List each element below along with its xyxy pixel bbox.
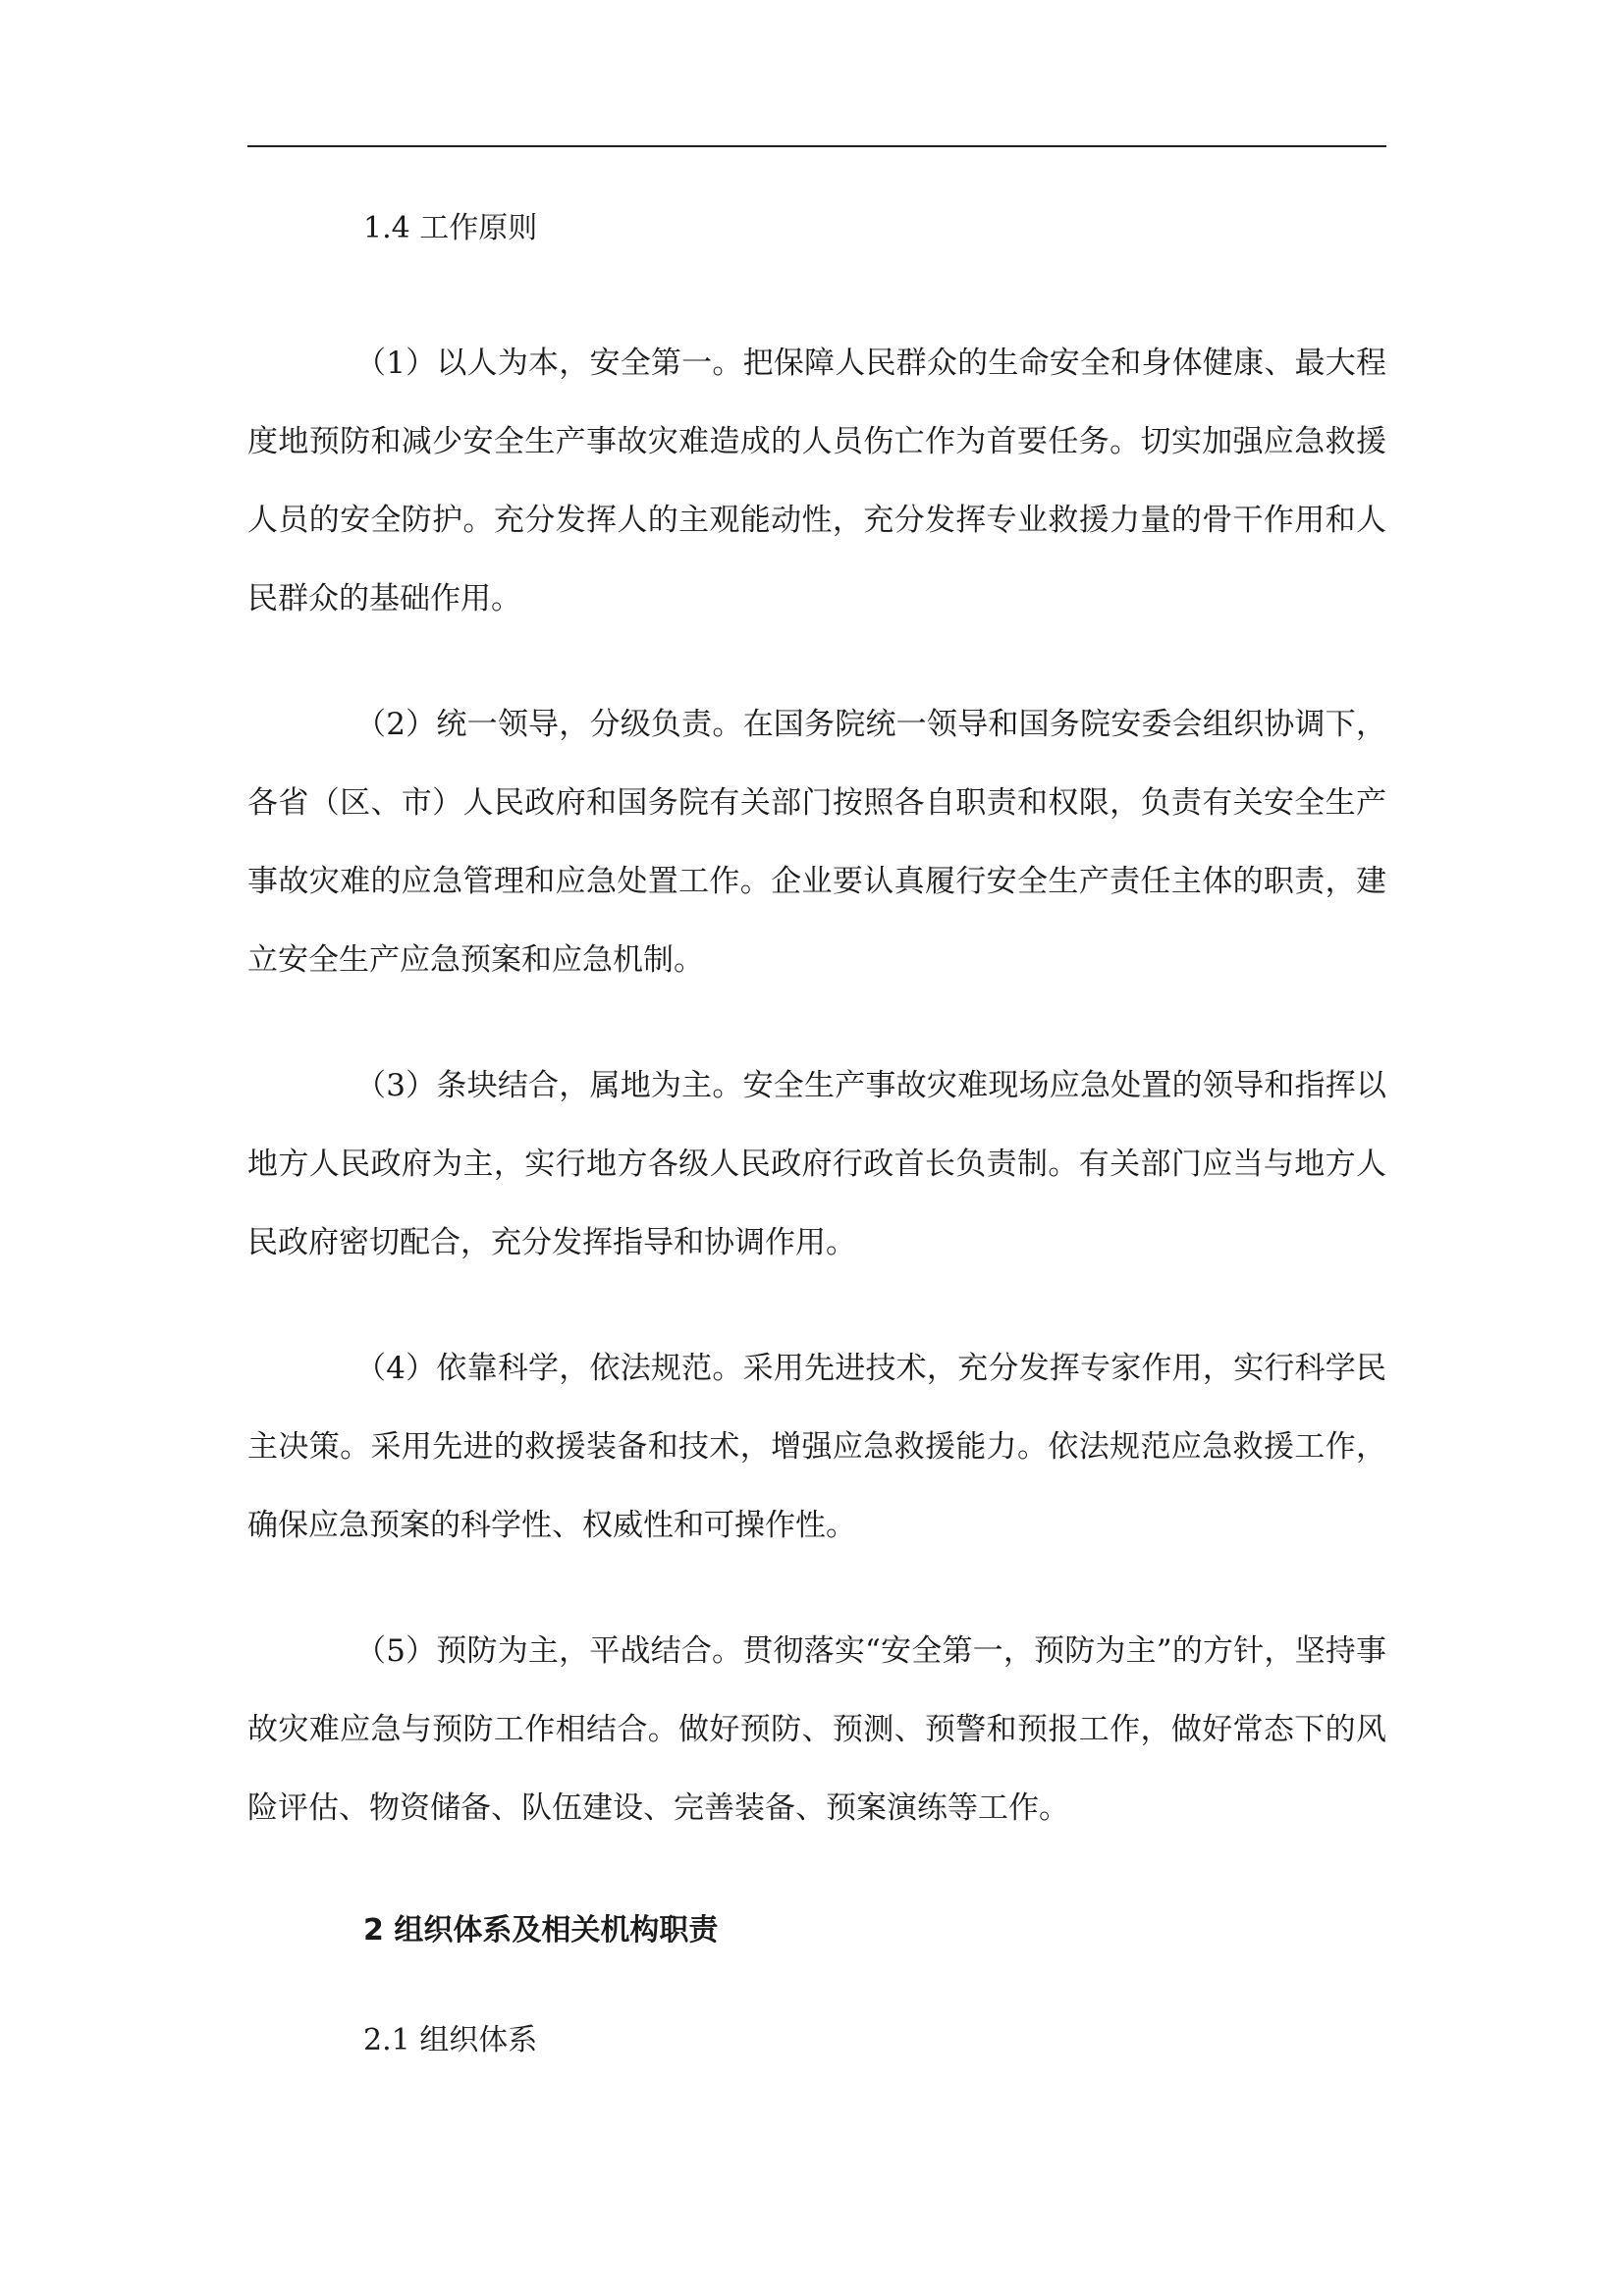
principle-paragraph-4: （4）依靠科学，依法规范。采用先进技术，充分发挥专家作用，实行科学民主决策。采用先进的救援装备和技术，增强应急救援能力。依法规范应急救援工作，确保应急预案的科学性、权威性和可操作性。 (247, 1351, 1386, 1543)
header-rule (247, 145, 1386, 147)
principle-paragraph-1: （1）以人为本，安全第一。把保障人民群众的生命安全和身体健康、最大程度地预防和减少安全生产事故灾难造成的人员伤亡作为首要任务。切实加强应急救援人员的安全防护。充分发挥人的主观能动性，充分发挥专业救援力量的骨干作用和人民群众的基础作用。 (247, 346, 1386, 616)
principle-paragraph-2: （2）统一领导，分级负责。在国务院统一领导和国务院安委会组织协调下，各省（区、市）人民政府和国务院有关部门按照各自职责和权限，负责有关安全生产事故灾难的应急管理和应急处置工作。企业要认真履行安全生产责任主体的职责，建立安全生产应急预案和应急机制。 (247, 707, 1386, 978)
section-1-4-heading: 1.4 工作原则 (363, 211, 538, 245)
document-body (247, 196, 1386, 2061)
principle-paragraph-5: （5）预防为主，平战结合。贯彻落实“安全第一，预防为主”的方针，坚持事故灾难应急与预防工作相结合。做好预防、预测、预警和预报工作，做好常态下的风险评估、物资储备、队伍建设、完善装备、预案演练等工作。 (247, 1633, 1386, 1826)
principle-paragraph-3: （3）条块结合，属地为主。安全生产事故灾难现场应急处置的领导和指挥以地方人民政府为主，实行地方各级人民政府行政首长负责制。有关部门应当与地方人民政府密切配合，充分发挥指导和协调作用。 (247, 1068, 1386, 1260)
section-2-1-heading: 2.1 组织体系 (363, 2023, 538, 2057)
section-2-heading: 2 组织体系及相关机构职责 (363, 1913, 719, 1948)
